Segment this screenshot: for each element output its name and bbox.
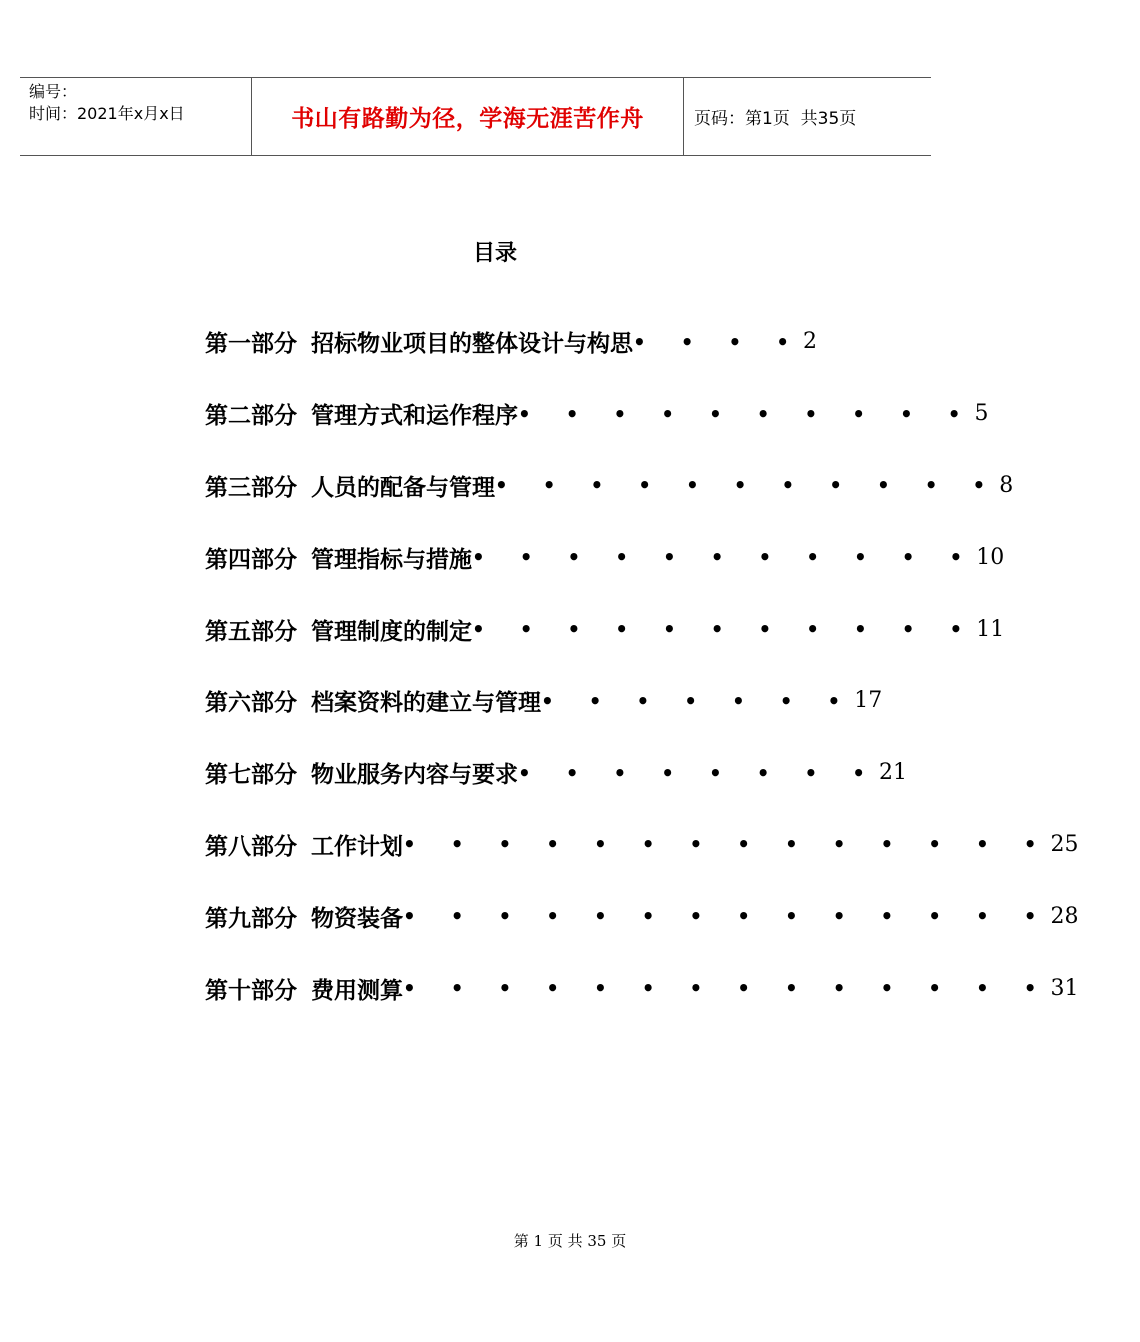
toc-entry-title: 工作计划 <box>311 833 403 860</box>
toc-entry-title: 人员的配备与管理 <box>311 474 495 501</box>
toc-entry-title: 物业服务内容与要求 <box>311 762 518 789</box>
toc-entry-part: 第十部分 <box>205 977 297 1004</box>
toc-entry[interactable] <box>205 809 1079 881</box>
toc-entry-title: 管理方式和运作程序 <box>311 403 518 430</box>
toc-entry-part: 第四部分 <box>205 546 297 573</box>
toc-entry-title: 招标物业项目的整体设计与构思 <box>311 331 633 358</box>
toc-entry[interactable] <box>205 593 1005 665</box>
toc-entry-page-number: 8 <box>999 472 1014 498</box>
toc-entry-leader-dots: • • • • <box>633 329 804 354</box>
toc-entry-part: 第三部分 <box>205 474 297 501</box>
toc-entry-part: 第六部分 <box>205 690 297 717</box>
toc-entry-page-number: 5 <box>974 401 989 427</box>
toc-entry-title: 档案资料的建立与管理 <box>311 690 541 717</box>
toc-entry-title: 管理制度的制定 <box>311 618 472 645</box>
toc-entry-part: 第五部分 <box>205 618 297 645</box>
toc-entry[interactable] <box>205 450 1014 522</box>
toc-entry[interactable] <box>205 665 883 737</box>
toc-entry-page-number: 11 <box>976 616 1005 642</box>
toc-entry-title: 物资装备 <box>311 905 403 932</box>
document-header <box>20 77 931 156</box>
header-page-info <box>684 78 931 155</box>
toc-entry[interactable] <box>205 306 818 378</box>
toc-entry-leader-dots: • • • • • • • • <box>518 760 880 785</box>
toc-entry-leader-dots: • • • • • • • • • • • • • • <box>403 976 1051 1001</box>
toc-entry-title: 费用测算 <box>311 977 403 1004</box>
toc-entry-page-number: 28 <box>1050 903 1079 929</box>
number-label: 编号： <box>29 82 78 101</box>
header-meta <box>20 78 252 155</box>
toc-entry-leader-dots: • • • • • • • • • • • <box>472 545 977 570</box>
toc-entry-page-number: 31 <box>1050 975 1079 1001</box>
toc-entry[interactable] <box>205 880 1079 952</box>
toc-entry-part: 第八部分 <box>205 833 297 860</box>
toc-entry-leader-dots: • • • • • • • • • • • • • • <box>403 904 1051 929</box>
toc-entry-page-number: 17 <box>854 688 883 714</box>
toc-entry[interactable] <box>205 378 989 450</box>
toc-entry-part: 第七部分 <box>205 762 297 789</box>
toc-entry[interactable] <box>205 737 908 809</box>
toc-entry-leader-dots: • • • • • • • • • • <box>518 401 975 426</box>
toc-entry-page-number: 21 <box>879 760 908 786</box>
table-of-contents <box>205 306 1079 1024</box>
toc-entry-page-number: 10 <box>976 544 1005 570</box>
page-footer: 第 1 页 共 35 页 <box>513 1232 627 1250</box>
toc-entry-page-number: 2 <box>803 329 818 355</box>
toc-entry-part: 第一部分 <box>205 331 297 358</box>
toc-entry-part: 第九部分 <box>205 905 297 932</box>
toc-entry-leader-dots: • • • • • • • • • • • • • • <box>403 832 1051 857</box>
toc-entry-title: 管理指标与措施 <box>311 546 472 573</box>
toc-entry-part: 第二部分 <box>205 403 297 430</box>
toc-entry-page-number: 25 <box>1050 831 1079 857</box>
toc-entry-leader-dots: • • • • • • • • • • • <box>495 473 1000 498</box>
toc-entry-leader-dots: • • • • • • • <box>541 688 855 713</box>
toc-entry[interactable] <box>205 521 1005 593</box>
time-label: 时间：2021年x月x日 <box>29 104 185 123</box>
toc-entry-leader-dots: • • • • • • • • • • • <box>472 617 977 642</box>
page-info-text: 页码：第1页 共35页 <box>694 109 857 129</box>
toc-entry[interactable] <box>205 952 1079 1024</box>
motto-text: 书山有路勤为径，学海无涯苦作舟 <box>291 106 644 132</box>
header-motto <box>252 78 684 155</box>
toc-title: 目录 <box>472 241 517 266</box>
